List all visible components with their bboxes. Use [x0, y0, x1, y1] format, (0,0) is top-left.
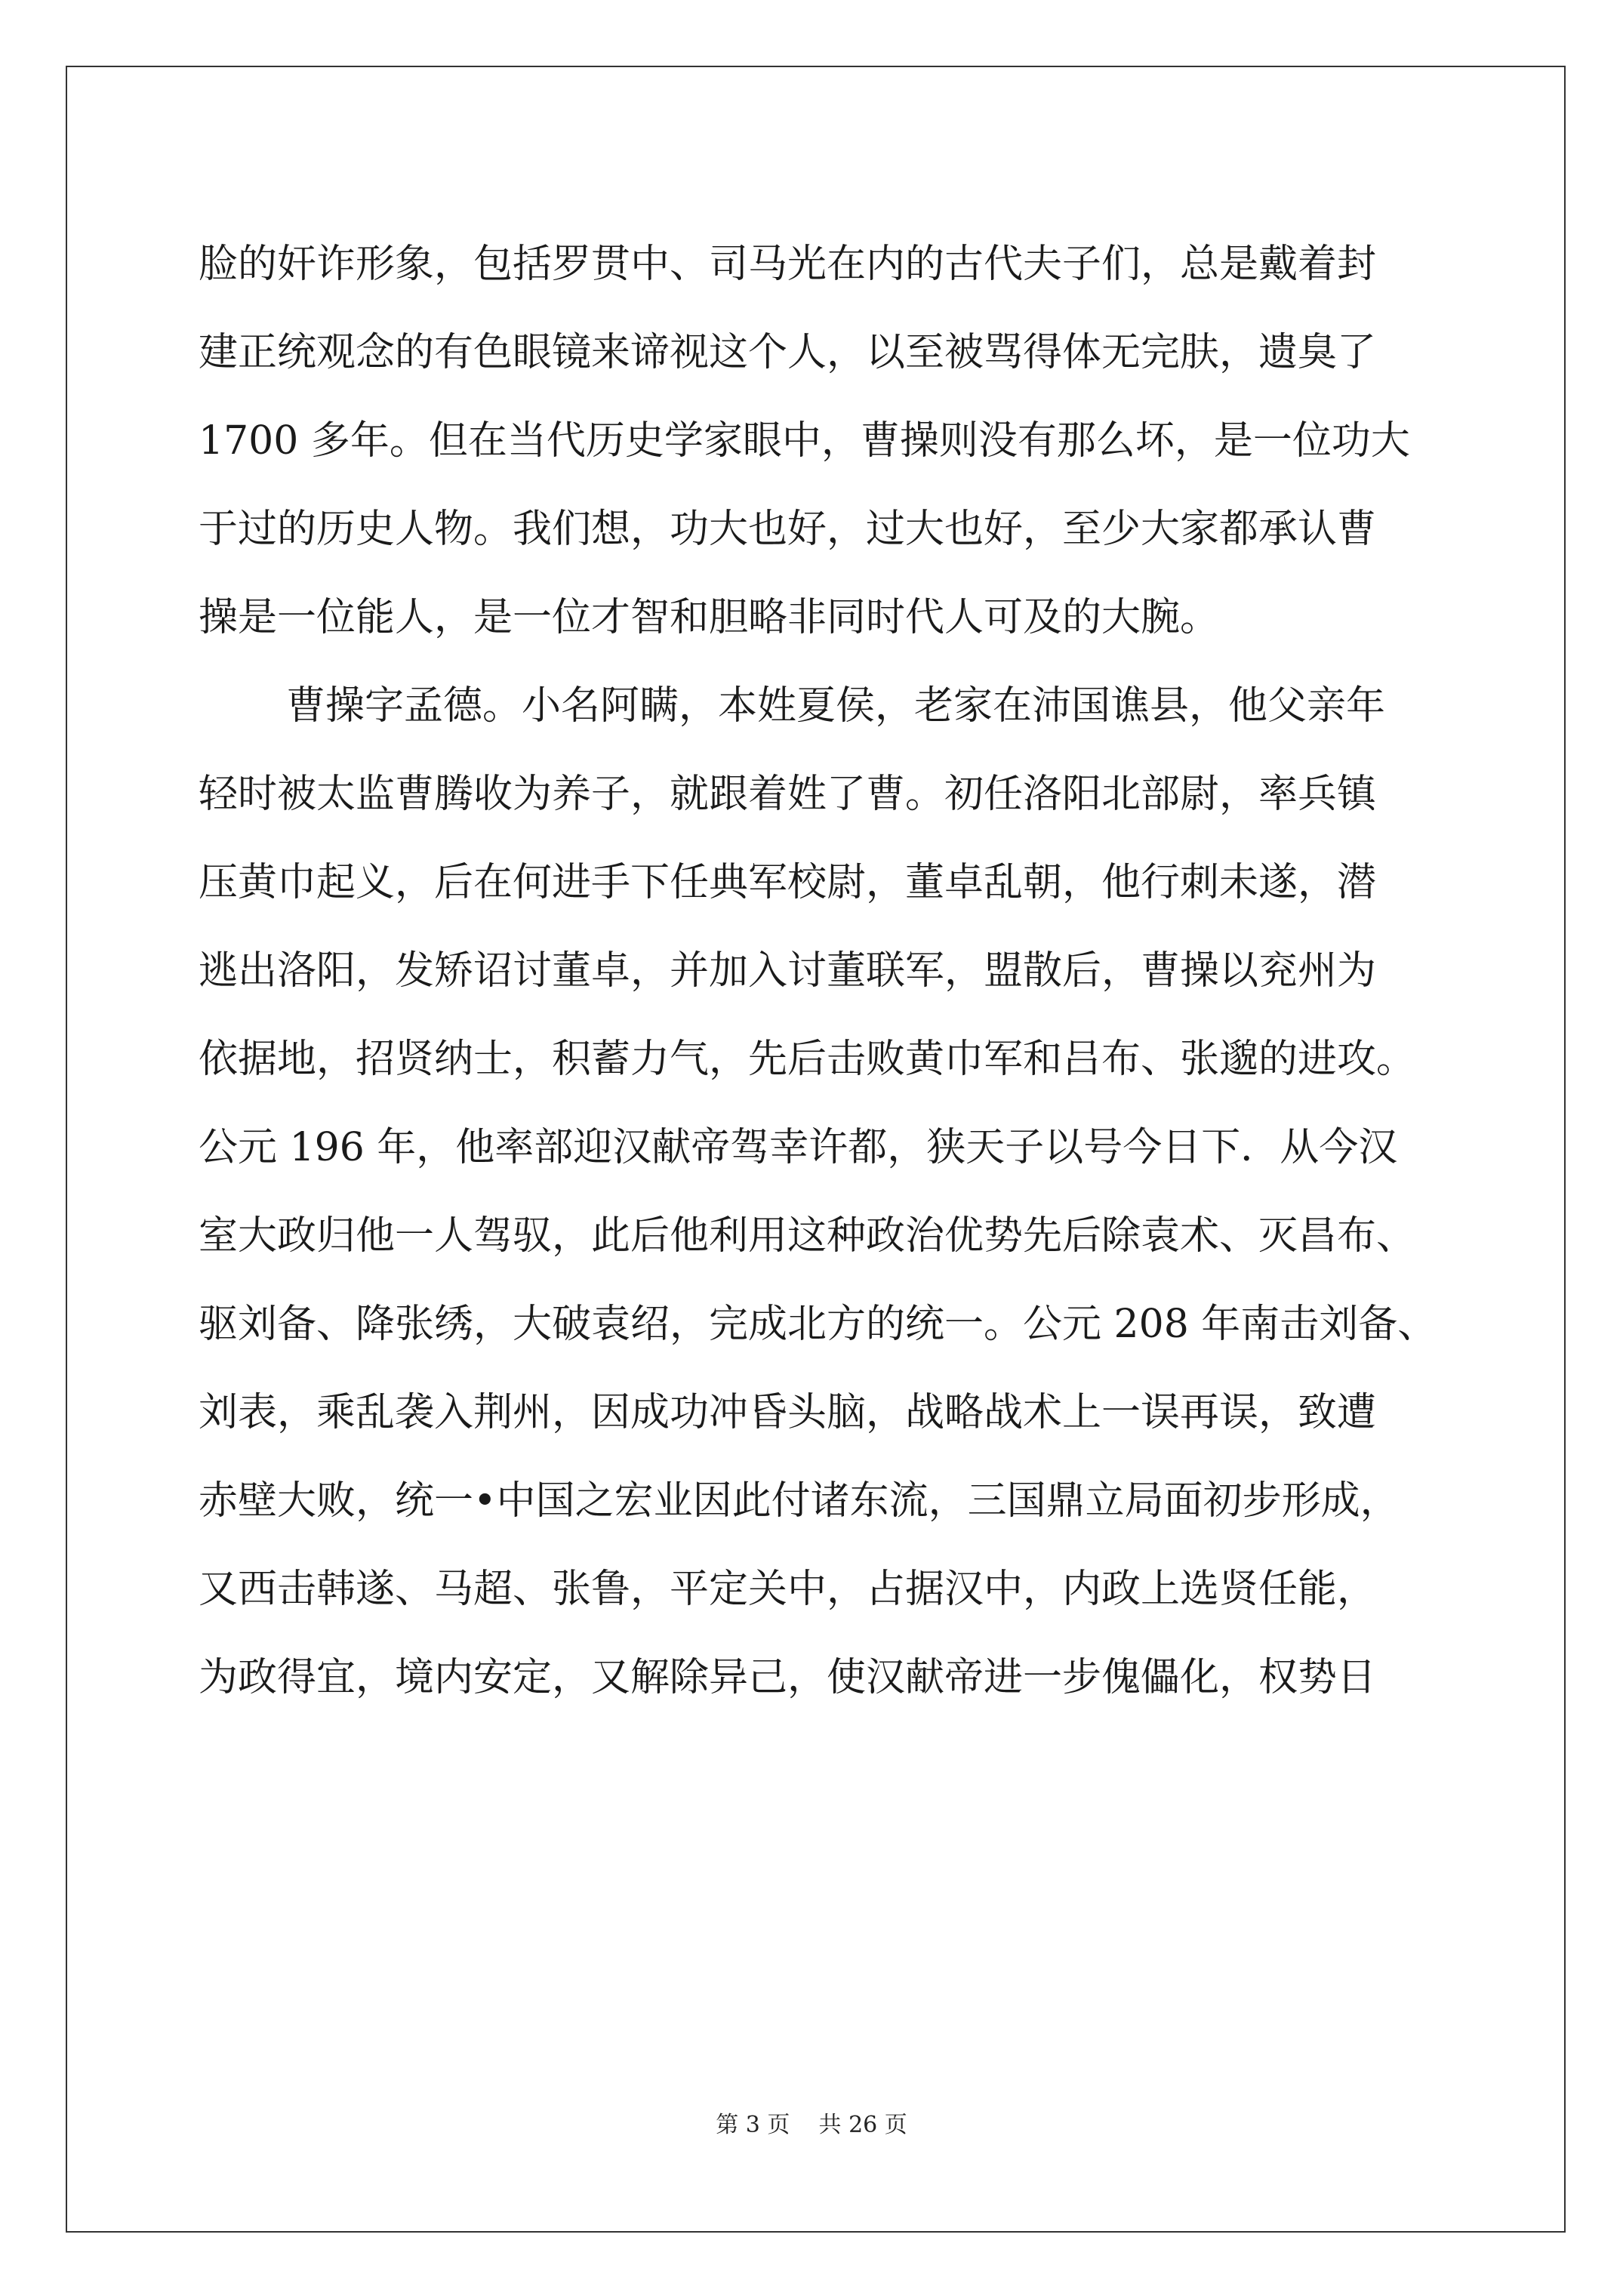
text-line: 于过的历史人物。我们想，功大也好，过大也好，至少大家都承认曹 [199, 507, 1377, 552]
text-line: 赤壁大败，统一•中国之宏业因此付诸东流，三国鼎立局面初步形成， [199, 1478, 1400, 1524]
document-body [199, 220, 1437, 1722]
text-line: 依据地，招贤纳士，积蓄力气，先后击败黄巾军和吕布、张邈的进攻。 [199, 1037, 1416, 1082]
text-line: 1700 多年。但在当代历史学家眼中，曹操则没有那么坏，是一位功大 [199, 418, 1410, 464]
page-footer [0, 2110, 1623, 2140]
page-number: 第 3 页 [716, 2112, 790, 2138]
text-line: 压黄巾起义，后在何进手下任典军校尉，董卓乱朝，他行刺未遂，潜 [199, 860, 1377, 905]
text-line: 又西击韩遂、马超、张鲁，平定关中，占据汉中，内政上选贤任能， [199, 1567, 1377, 1612]
text-line: 室大政归他一人驾驭，此后他利用这种政治优势先后除袁术、灭昌布、 [199, 1213, 1416, 1259]
text-line: 轻时被太监曹腾收为养子，就跟着姓了曹。初任洛阳北部尉，率兵镇 [199, 772, 1377, 817]
paragraph-first-line: 曹操字孟德。小名阿瞒，本姓夏侯，老家在沛国谯县，他父亲年 [286, 683, 1386, 729]
text-line: 逃出洛阳，发矫诏讨董卓，并加入讨董联军，盟散后，曹操以兖州为 [199, 948, 1377, 994]
text-line: 公元 196 年，他率部迎汉献帝驾幸许都，狭天子以号今日下．从今汉 [199, 1125, 1398, 1170]
text-line: 驱刘备、降张绣，大破袁绍，完成北方的统一。公元 208 年南击刘备、 [199, 1302, 1437, 1347]
text-line: 脸的奸诈形象，包括罗贯中、司马光在内的古代夫子们，总是戴着封 [199, 242, 1377, 287]
text-line: 为政得宜，境内安定，又解除异己，使汉献帝进一步傀儡化，权势日 [199, 1655, 1377, 1700]
text-line: 操是一位能人，是一位才智和胆略非同时代人可及的大腕。 [199, 595, 1220, 640]
page-total: 共 26 页 [818, 2112, 907, 2138]
text-line: 刘表，乘乱袭入荆州，因成功冲昏头脑，战略战术上一误再误，致遭 [199, 1390, 1377, 1435]
text-line: 建正统观念的有色眼镜来谛视这个人，以至被骂得体无完肤，遗臭了 [199, 330, 1377, 375]
